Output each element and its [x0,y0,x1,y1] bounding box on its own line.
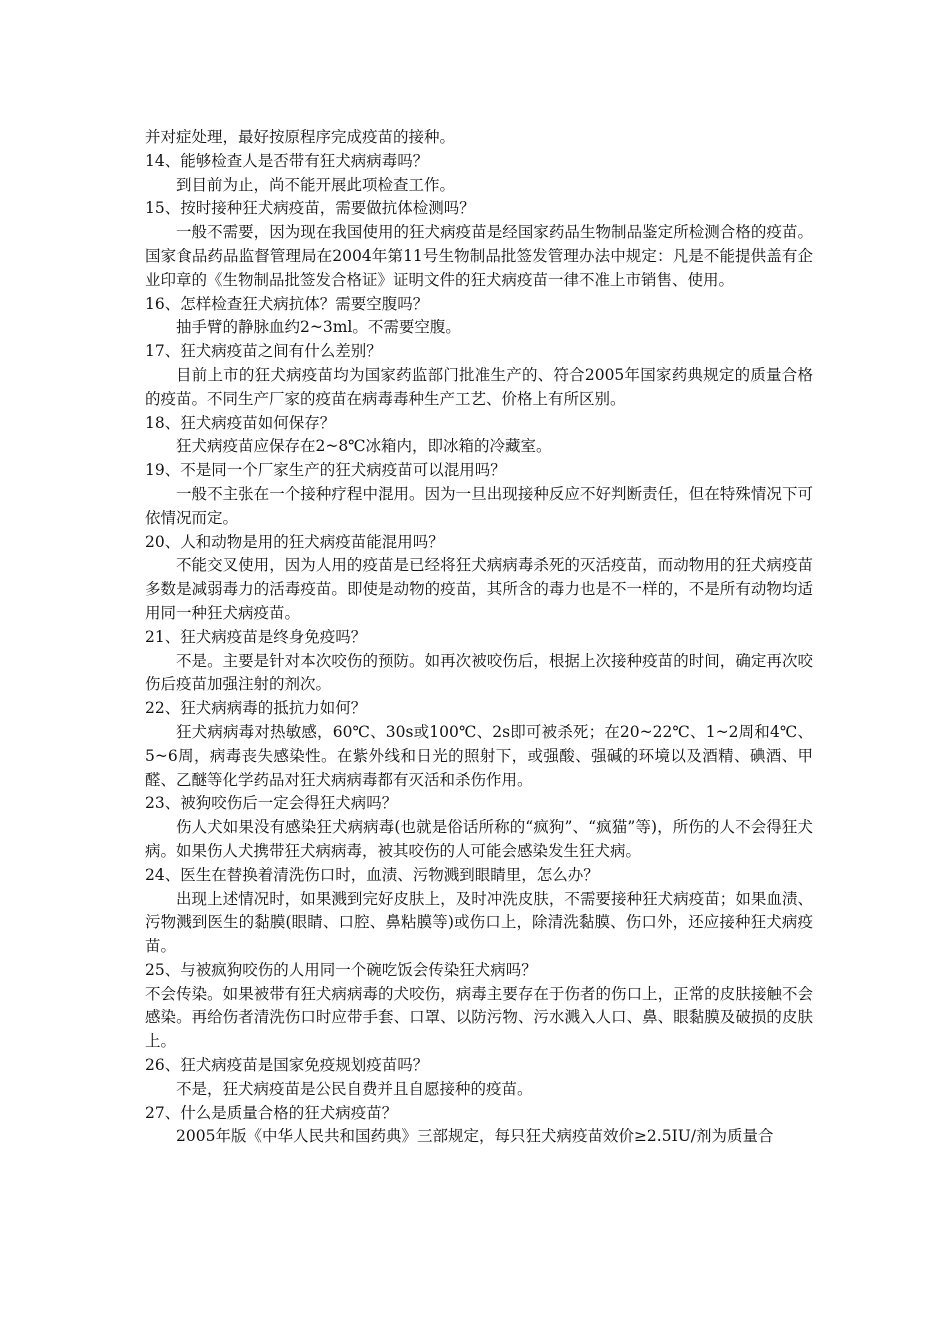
question-26: 26、狂犬病疫苗是国家免疫规划疫苗吗？ [145,1056,429,1075]
answer-19: 一般不主张在一个接种疗程中混用。因为一旦出现接种反应不好判断责任，但在特殊情况下可依情况而定。 [145,484,813,527]
answer-18: 狂犬病疫苗应保存在2~8℃冰箱内，即冰箱的冷藏室。 [176,437,552,456]
question-25: 25、与被疯狗咬伤的人用同一个碗吃饭会传染狂犬病吗？ [145,960,537,979]
answer-17: 目前上市的狂犬病疫苗均为国家药监部门批准生产的、符合2005年国家药典规定的质量合格的疫苗。不同生产厂家的疫苗在病毒毒种生产工艺、价格上有所区别。 [145,365,813,408]
answer-24: 出现上述情况时，如果溅到完好皮肤上，及时冲洗皮肤，不需要接种狂犬病疫苗；如果血渍、污物溅到医生的黏膜(眼睛、口腔、鼻粘膜等)或伤口上，除清洗黏膜、伤口外，还应接种狂犬病疫苗。 [145,889,813,956]
answer-26: 不是，狂犬病疫苗是公民自费并且自愿接种的疫苗。 [176,1079,533,1098]
answer-27: 2005年版《中华人民共和国药典》三部规定，每只狂犬病疫苗效价≥2.5IU/剂为质量合 [176,1127,774,1146]
question-23: 23、被狗咬伤后一定会得狂犬病吗？ [145,794,398,813]
answer-20: 不能交叉使用，因为人用的疫苗是已经将狂犬病病毒杀死的灭活疫苗，而动物用的狂犬病疫苗多数是减弱毒力的活毒疫苗。即使是动物的疫苗，其所含的毒力也是不一样的，不是所有动物均适用同一种狂犬病疫苗。 [145,556,813,622]
question-16: 16、怎样检查狂犬病抗体？需要空腹吗？ [145,294,429,313]
answer-22: 狂犬病病毒对热敏感，60℃、30s或100℃、2s即可被杀死；在20~22℃、1~2周和4℃、5~6周，病毒丧失感染性。在紫外线和日光的照射下，或强酸、强碱的环境以及酒精、碘酒、甲醛、乙醚等化学药品对狂犬病病毒都有灭活和杀伤作用。 [145,722,813,789]
question-17: 17、狂犬病疫苗之间有什么差别？ [145,342,382,361]
answer-15: 一般不需要，因为现在我国使用的狂犬病疫苗是经国家药品生物制品鉴定所检测合格的疫苗。国家食品药品监督管理局在2004年第11号生物制品批签发管理办法中规定：凡是不能提供盖有企业印章的《生物制品批签发合格证》证明文件的狂犬病疫苗一律不准上市销售、使用。 [145,223,813,289]
answer-25: 不会传染。如果被带有狂犬病病毒的犬咬伤，病毒主要存在于伤者的伤口上，正常的皮肤接触不会感染。再给伤者清洗伤口时应带手套、口罩、以防污物、污水溅入人口、鼻、眼黏膜及破损的皮肤上。 [145,984,813,1051]
question-22: 22、狂犬病病毒的抵抗力如何？ [145,699,367,718]
answer-21: 不是。主要是针对本次咬伤的预防。如再次被咬伤后，根据上次接种疫苗的时间，确定再次咬伤后疫苗加强注射的剂次。 [145,651,813,694]
answer-14: 到目前为止，尚不能开展此项检查工作。 [176,175,456,194]
paragraph-continuation: 并对症处理，最好按原程序完成疫苗的接种。 [145,128,456,146]
question-15: 15、按时接种狂犬病疫苗，需要做抗体检测吗？ [145,199,475,218]
question-19: 19、不是同一个厂家生产的狂犬病疫苗可以混用吗？ [145,461,506,480]
question-21: 21、狂犬病疫苗是终身免疫吗？ [145,627,367,646]
question-14: 14、能够检查人是否带有狂犬病病毒吗？ [145,151,429,170]
document-body [145,126,813,1149]
question-18: 18、狂犬病疫苗如何保存？ [145,413,336,432]
question-27: 27、什么是质量合格的狂犬病疫苗？ [145,1103,398,1122]
question-24: 24、医生在替换着清洗伤口时，血渍、污物溅到眼睛里，怎么办？ [145,865,599,884]
answer-16: 抽手臂的静脉血约2~3ml。不需要空腹。 [176,318,461,337]
answer-23: 伤人犬如果没有感染狂犬病病毒(也就是俗话所称的“疯狗”、“疯猫”等)，所伤的人不会得狂犬病。如果伤人犬携带狂犬病病毒，被其咬伤的人可能会感染发生狂犬病。 [145,818,813,860]
question-20: 20、人和动物是用的狂犬病疫苗能混用吗？ [145,532,444,551]
